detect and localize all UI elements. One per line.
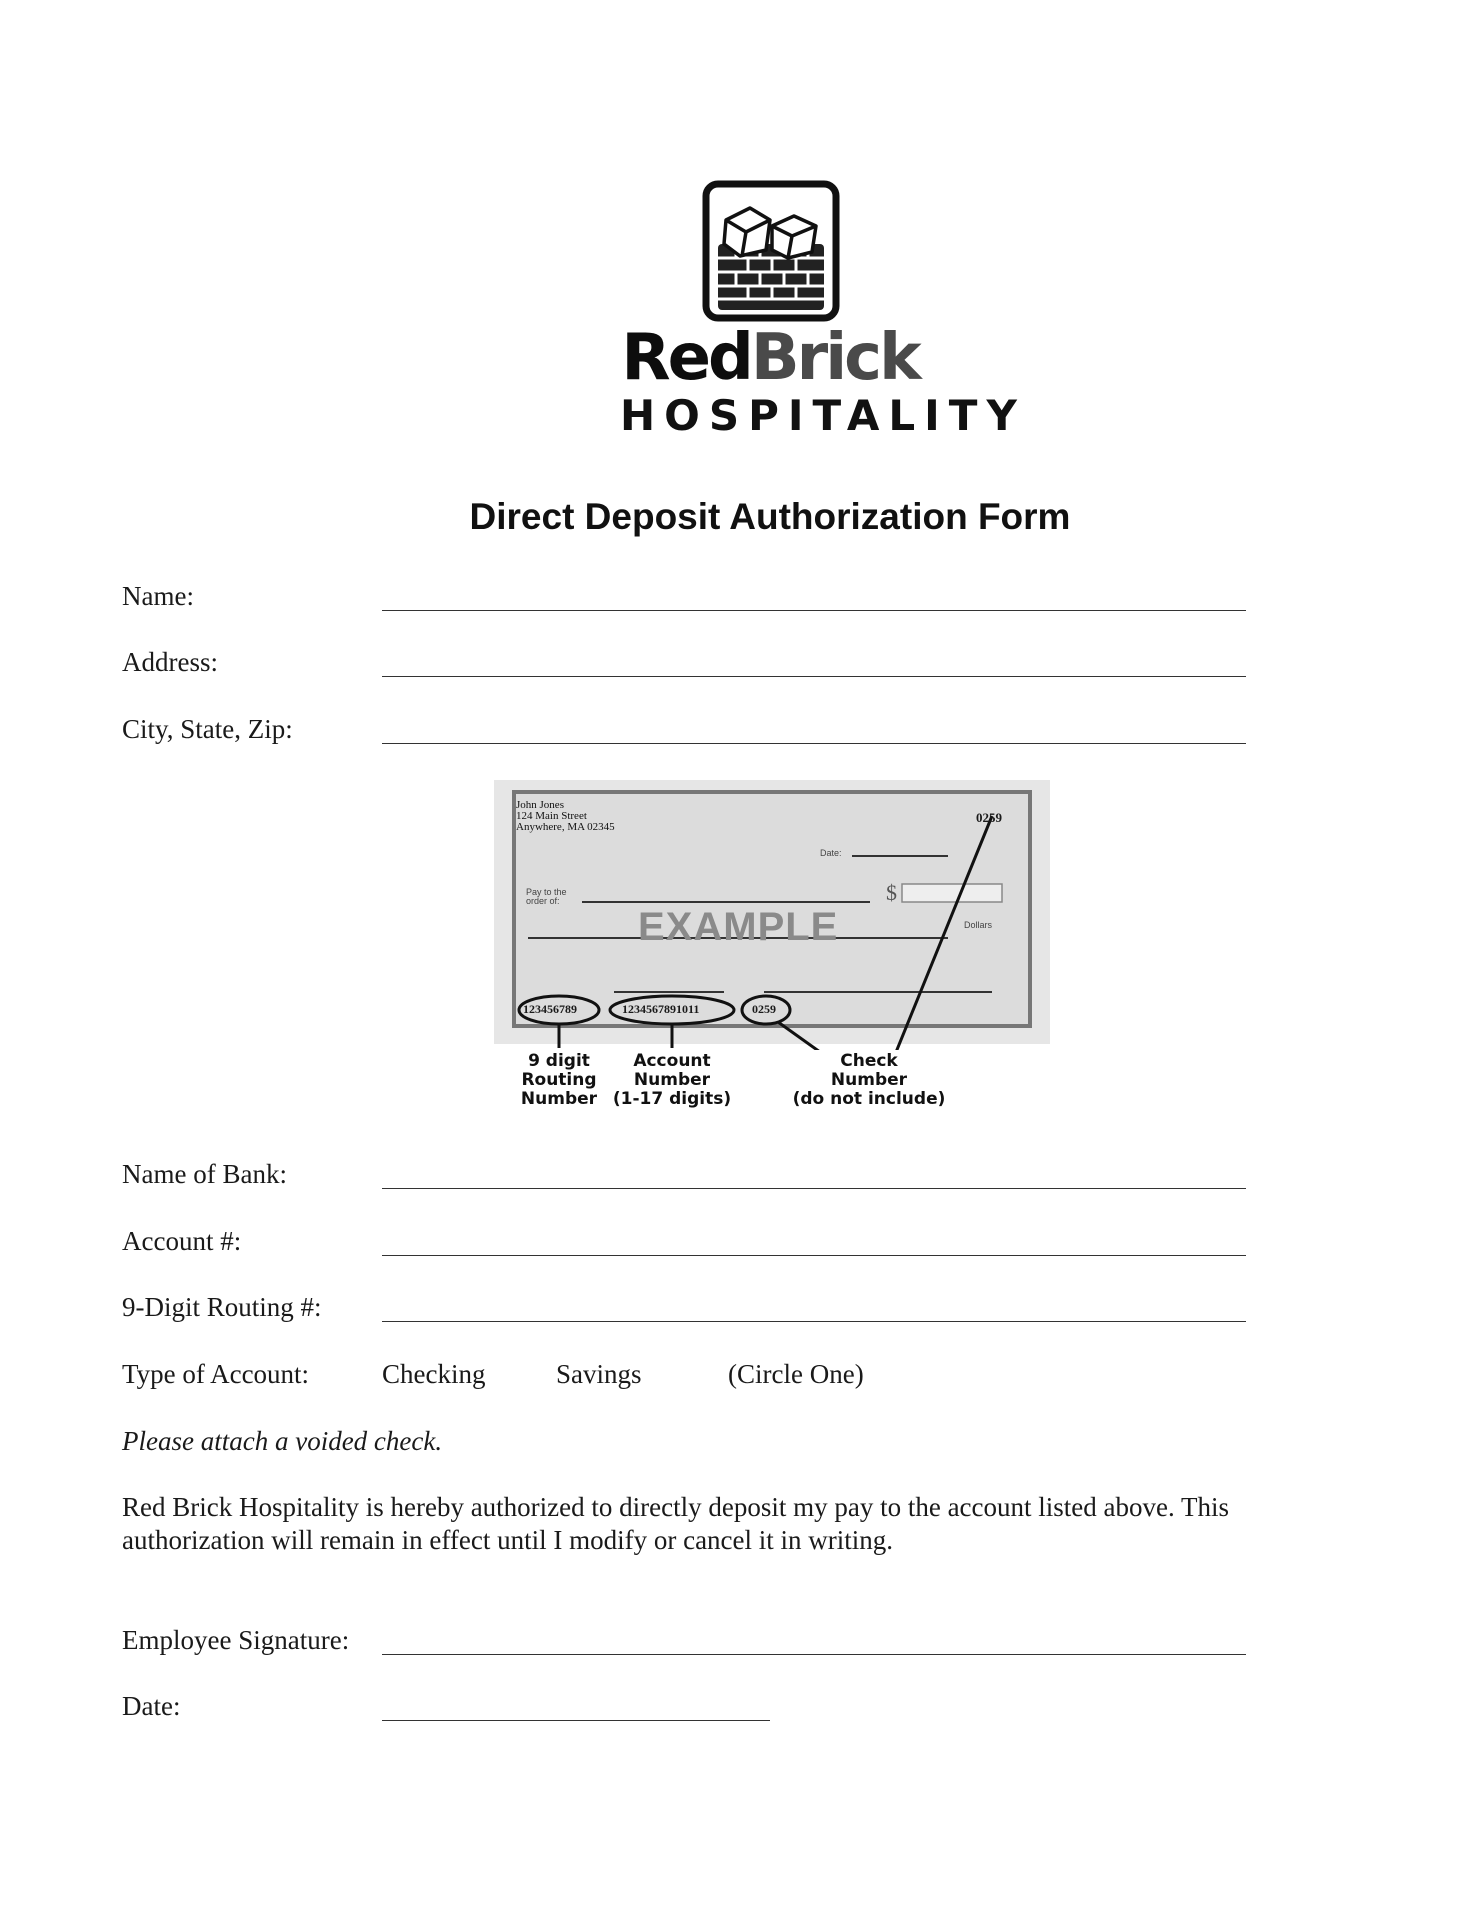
authorization-statement: Red Brick Hospitality is hereby authorized to directly deposit my pay to the account listed above. This authorization will remain in effect until I modify or cancel it in writing. [122, 1492, 1229, 1555]
brand-name [620, 321, 920, 395]
city-state-zip-label: City, State, Zip: [122, 714, 293, 744]
routing-caption-line1: 9 digit [528, 1051, 590, 1071]
routing-caption-line2: Routing [521, 1070, 597, 1090]
form-title: Direct Deposit Authorization Form [469, 496, 1071, 537]
brand-name-part2: Brick [750, 321, 919, 395]
account-number-label: Account #: [122, 1226, 242, 1256]
routing-caption [504, 1052, 614, 1109]
account-type-savings-option[interactable]: Savings [556, 1359, 642, 1389]
check-example-image [494, 780, 1050, 1110]
name-label: Name: [122, 581, 194, 611]
account-number-field[interactable] [382, 1255, 1246, 1256]
check-dollar-sign: $ [886, 880, 897, 905]
account-caption-line1: Account [633, 1051, 711, 1071]
date-label: Date: [122, 1691, 181, 1721]
check-pay-to-line1: Pay to the [526, 887, 567, 897]
brand-subtitle: HOSPITALITY [620, 391, 1026, 440]
address-field[interactable] [382, 676, 1246, 677]
check-number-caption [784, 1052, 954, 1109]
date-field[interactable] [382, 1720, 770, 1721]
address-label: Address: [122, 647, 218, 677]
bank-name-field[interactable] [382, 1188, 1246, 1189]
check-pay-to-label [526, 888, 567, 906]
city-state-zip-field[interactable] [382, 743, 1246, 744]
brick-glass-logo-icon [700, 180, 842, 322]
check-owner-name: John Jones [516, 799, 564, 811]
bank-name-label: Name of Bank: [122, 1159, 287, 1189]
check-owner-city: Anywhere, MA 02345 [516, 821, 615, 833]
voided-check-note: Please attach a voided check. [122, 1426, 443, 1456]
employee-signature-label: Employee Signature: [122, 1625, 350, 1655]
check-number-caption-line1: Check [840, 1051, 898, 1071]
check-number-micr: 0259 [752, 1002, 776, 1016]
check-watermark: EXAMPLE [638, 905, 839, 949]
routing-caption-line3: Number [520, 1089, 598, 1109]
account-caption [602, 1052, 742, 1109]
account-caption-line3: (1-17 digits) [612, 1089, 732, 1109]
check-number-caption-line3: (do not include) [792, 1089, 946, 1109]
check-routing-value: 123456789 [523, 1002, 577, 1016]
account-caption-line2: Number [633, 1070, 711, 1090]
check-owner-block [516, 800, 615, 833]
brand-name-part1: Red [621, 321, 751, 395]
name-field[interactable] [382, 610, 1246, 611]
check-date-label: Date: [820, 848, 842, 858]
account-type-checking-option[interactable]: Checking [382, 1359, 486, 1389]
check-dollars-label: Dollars [964, 920, 993, 930]
circle-one-instruction: (Circle One) [728, 1359, 864, 1389]
routing-number-label: 9-Digit Routing #: [122, 1292, 322, 1322]
employee-signature-field[interactable] [382, 1654, 1246, 1655]
check-pay-to-line2: order of: [526, 896, 560, 906]
check-number-caption-line2: Number [830, 1070, 908, 1090]
check-owner-street: 124 Main Street [516, 810, 587, 822]
check-number-top: 0259 [976, 810, 1002, 825]
check-account-value: 1234567891011 [622, 1002, 700, 1016]
account-type-label: Type of Account: [122, 1359, 310, 1389]
routing-number-field[interactable] [382, 1321, 1246, 1322]
